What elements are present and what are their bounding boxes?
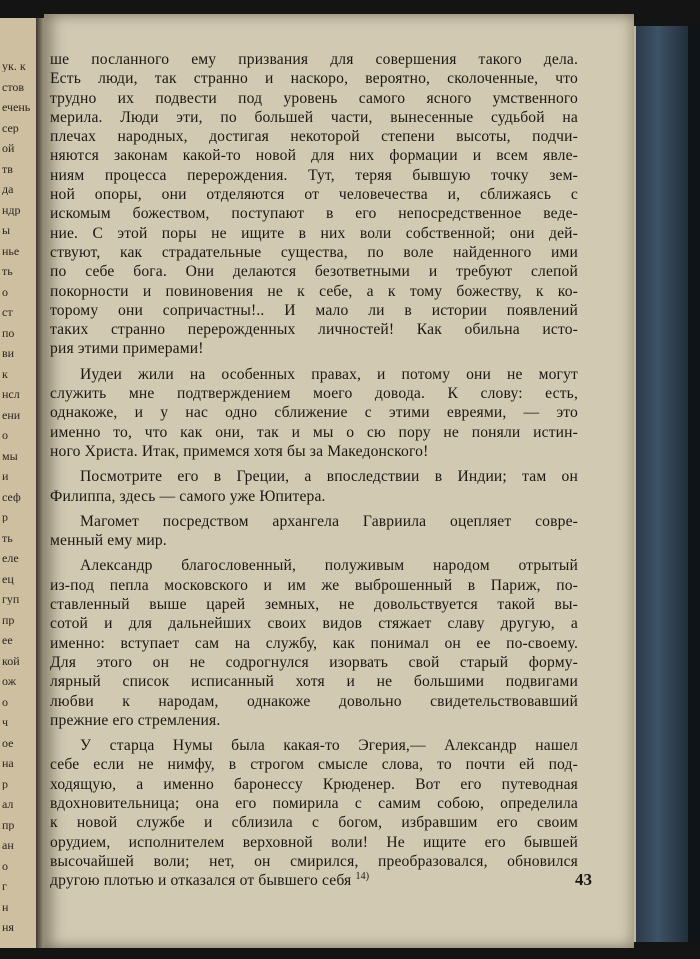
text-line-content: однакоже, и у нас одно сближение с этими евреями, — это <box>50 404 578 422</box>
text-line-content: Для этого он не содрогнулся изорвать свой старый форму- <box>50 653 578 671</box>
text-line <box>50 852 578 871</box>
text-line <box>50 301 578 320</box>
text-line <box>50 89 578 108</box>
text-line <box>50 442 578 461</box>
text-line-content: трудно их подвести под уровень самого ясного умственного <box>50 89 578 107</box>
left-page-fragment: стов <box>2 80 25 93</box>
left-page-fragment: нье <box>2 244 20 257</box>
left-page-fragment: ени <box>2 408 21 421</box>
left-page-fragment: нсл <box>2 388 20 400</box>
left-page-fragment: ндр <box>2 203 21 216</box>
text-line-content: ставленный выше царей земных, не довольствуется такой вы- <box>50 596 578 614</box>
text-line-content: покорности и повиновения не к себе, а к тому божеству, к ко- <box>50 282 578 300</box>
text-line-content: к новой службе и сблизила с богом, избравшим его своим <box>50 814 578 832</box>
left-page-fragment: о <box>2 285 8 298</box>
left-page-fragment: о <box>2 695 8 708</box>
text-line <box>50 339 578 358</box>
left-page-fragment: да <box>2 183 14 195</box>
left-page-edge <box>0 18 37 948</box>
text-line <box>50 50 578 69</box>
text-line-content: другою плотью и отказался от бывшего себя <box>50 872 352 890</box>
paragraph <box>50 50 578 359</box>
text-line <box>50 108 578 127</box>
left-page-fragment: сер <box>2 121 19 134</box>
left-page-fragment: ечень <box>2 101 31 113</box>
left-page-fragment: и <box>2 470 9 482</box>
text-line <box>50 204 578 223</box>
left-page-fragment: тв <box>2 162 13 175</box>
text-line-content: Александр благословенный, полуживым народом отрытый <box>80 557 578 575</box>
text-line-content: сотой и для дальнейших своих видов стяжает славу другую, а <box>50 615 578 633</box>
text-line <box>50 634 578 653</box>
left-page-fragment: пр <box>2 613 15 626</box>
text-line-content: менный ему мир. <box>50 532 167 550</box>
left-page-fragment: ее <box>2 634 13 646</box>
text-line-content: Магомет посредством архангела Гавриила оцепляет совре- <box>80 512 578 530</box>
left-page-fragment: ож <box>2 675 16 687</box>
text-line-content: служить мне подтверждением моего довода. К слову: есть, <box>50 385 578 403</box>
text-line <box>50 595 578 614</box>
text-line <box>50 243 578 262</box>
text-line-content: Есть люди, так странно и наскоро, вероятно, сколоченные, что <box>50 70 578 88</box>
text-line-content: прежние его стремления. <box>50 711 221 729</box>
left-page-fragment: к <box>2 367 8 380</box>
text-line-content: лярный список исписанный хотя и не большими подвигами <box>50 673 578 691</box>
page-text <box>50 50 578 896</box>
book-spine <box>634 26 690 942</box>
left-page-fragment: ец <box>2 572 14 585</box>
text-line <box>50 871 578 890</box>
left-page-fragment: ой <box>2 142 15 154</box>
left-page-fragment: о <box>2 429 8 441</box>
left-page-fragment: ан <box>2 839 14 851</box>
text-line-content: орудием, исполнителем верховной воли! Не ищите его бывшей <box>50 833 578 851</box>
text-line <box>50 384 578 403</box>
left-page-fragment: по <box>2 326 15 339</box>
text-line <box>50 614 578 633</box>
left-page-fragment: еле <box>2 552 19 564</box>
left-page-fragment: гуп <box>2 593 20 605</box>
text-line-content: ходящую, а именно баронессу Крюденер. Вот его путеводная <box>50 775 578 793</box>
text-line <box>50 512 578 531</box>
book-cover-edge <box>688 26 700 942</box>
left-page-fragment: о <box>2 859 8 872</box>
text-line-content: ной опоры, они отделяются от человечества и, сближаясь с <box>50 186 578 204</box>
text-line <box>50 813 578 832</box>
text-line-content: по себе бога. Они делаются безответными и требуют слепой <box>50 263 578 281</box>
text-line <box>50 487 578 506</box>
left-page-fragment: ое <box>2 736 14 749</box>
text-line <box>50 794 578 813</box>
left-page-fragment: н <box>2 900 9 913</box>
text-line <box>50 775 578 794</box>
text-line <box>50 755 578 774</box>
text-line <box>50 833 578 852</box>
text-line <box>50 653 578 672</box>
text-line <box>50 672 578 691</box>
page-number: 43 <box>575 870 592 889</box>
text-line-content: Иудеи жили на особенных правах, и потому они не могут <box>80 365 578 383</box>
text-line-content: любви к народам, однакоже довольно свидетельствовавший <box>50 692 578 710</box>
text-line <box>50 146 578 165</box>
text-line <box>50 127 578 146</box>
text-line <box>50 736 578 755</box>
paragraph <box>50 467 578 506</box>
text-line-content: вдохновительница; она его помирила с самим собою, определила <box>50 794 578 812</box>
text-line <box>50 403 578 422</box>
left-page-fragment: ст <box>2 306 13 318</box>
text-line-content: рия этими примерами! <box>50 340 204 358</box>
left-page-fragment: кой <box>2 654 20 667</box>
text-line <box>50 692 578 711</box>
text-line-content: ного Христа. Итак, примемся хотя бы за Македонского! <box>50 442 429 460</box>
left-page-fragment: г <box>2 880 7 892</box>
left-page-fragment: сеф <box>2 490 21 503</box>
text-line-content: именно: вступает сам на службу, как понимал он ее по-своему. <box>50 634 578 652</box>
left-page-fragment: ть <box>2 265 13 277</box>
text-line <box>50 69 578 88</box>
text-line <box>50 262 578 281</box>
text-line <box>50 467 578 486</box>
text-line-content: ниям процесса перерождения. Тут, теряя бывшую точку зем- <box>50 166 578 184</box>
text-line <box>50 282 578 301</box>
text-line-content: именно то, что как они, так и мы о сю пору не поняли истин- <box>50 423 578 441</box>
paragraph <box>50 365 578 461</box>
text-line-content: плечах народных, достигая некоторой степени высоты, подчи- <box>50 128 578 146</box>
text-line <box>50 556 578 575</box>
text-line-content: ние. С этой поры не ищите в них воли собственной; они дей- <box>50 224 578 242</box>
text-line-content: из-под пепла московского и им же выброшенный в Париж, по- <box>50 576 578 594</box>
text-line-content: ствуют, как страдательные существа, по воле найденного ими <box>50 243 578 261</box>
text-line <box>50 166 578 185</box>
text-line-content: мерила. Люди эти, по большей части, вынесенные судьбой на <box>50 108 578 126</box>
text-line-content: У старца Нумы была какая-то Эгерия,— Александр нашел <box>80 737 578 755</box>
left-page-fragment: ал <box>2 798 14 810</box>
left-page-fragment: на <box>2 757 14 769</box>
text-line-content: себе если не нимфу, в строгом смысле слова, то почти ей под- <box>50 756 578 774</box>
left-page-fragment: ня <box>2 921 14 933</box>
book-gutter <box>36 18 44 948</box>
text-line-content: Филиппа, здесь — самого уже Юпитера. <box>50 487 326 505</box>
text-line <box>50 320 578 339</box>
left-page-fragment: ук. к <box>2 60 26 72</box>
text-line-content: няются законам какой-то новой для них формации и всем явле- <box>50 147 578 165</box>
text-line <box>50 185 578 204</box>
left-page-fragment: мы <box>2 449 18 462</box>
left-page-fragment: ть <box>2 531 13 544</box>
text-line-content: высочайшей воли; нет, он смирился, преобразовался, обновился <box>50 852 578 870</box>
text-line-content: Посмотрите его в Греции, а впоследствии в Индии; там он <box>80 468 578 486</box>
text-line <box>50 423 578 442</box>
text-line-content: ше посланного ему призвания для совершения такого дела. <box>50 51 578 68</box>
text-line <box>50 576 578 595</box>
text-line <box>50 224 578 243</box>
text-line-content: искомым божеством, поступают в его непосредственное веде- <box>50 205 578 223</box>
left-page-fragment: ви <box>2 347 15 359</box>
left-page-fragment: р <box>2 511 8 523</box>
footnote-marker: 14) <box>355 870 370 882</box>
left-page-fragment: ы <box>2 224 11 236</box>
paragraph <box>50 512 578 551</box>
text-line-content: таких странно перерожденных личностей! Как обильна исто- <box>50 321 578 339</box>
paragraph <box>50 736 578 890</box>
left-page-fragment: пр <box>2 818 15 831</box>
left-page-fragment: ч <box>2 716 9 728</box>
text-line-content: торому они сопричастны!.. И мало ли в истории появлений <box>50 301 578 319</box>
text-line <box>50 365 578 384</box>
text-line <box>50 711 578 730</box>
left-page-fragment: р <box>2 777 8 790</box>
paragraph <box>50 556 578 730</box>
text-line <box>50 531 578 550</box>
